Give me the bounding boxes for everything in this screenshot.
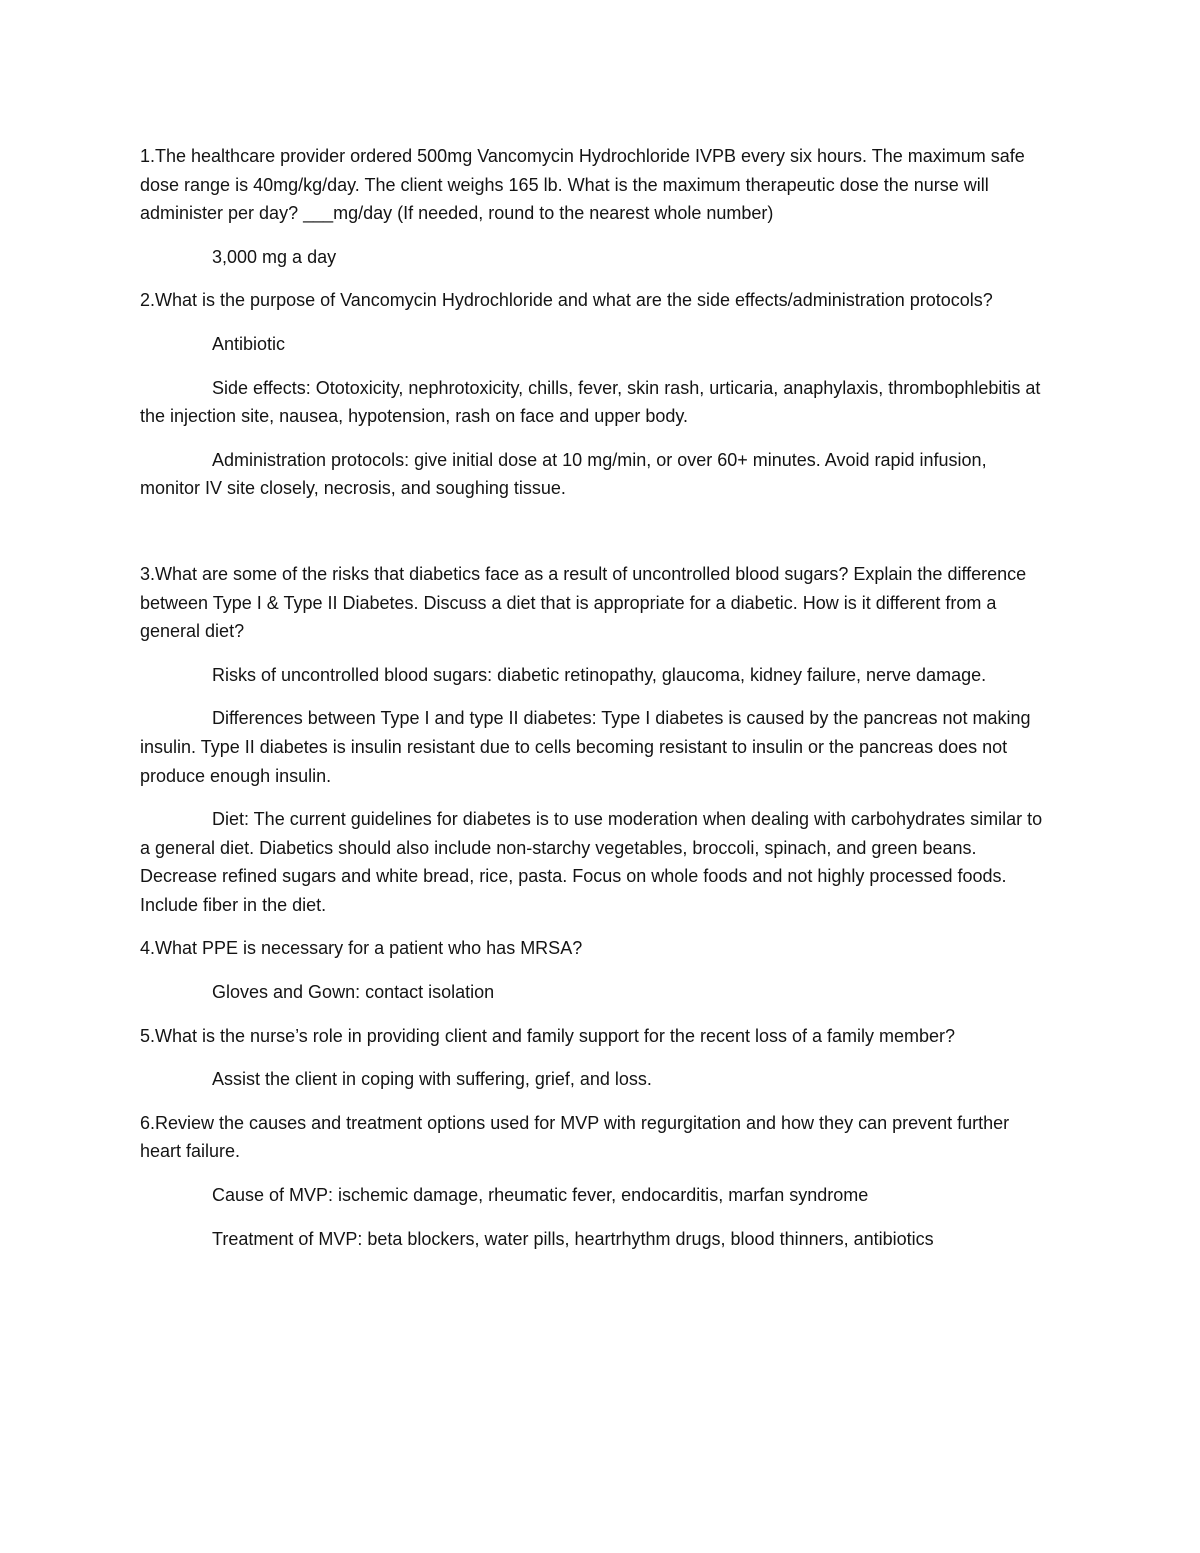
answer-2-side-effects: Side effects: Ototoxicity, nephrotoxicity, chills, fever, skin rash, urticaria, anaphylaxis, thrombophlebitis at the injection site, nausea, hypotension, rash on face and upper body. [140,377,1041,427]
answer-5-support: Assist the client in coping with suffering, grief, and loss. [212,1069,652,1090]
answer-2-purpose: Antibiotic [212,333,286,354]
answer-2-administration: Administration protocols: give initial dose at 10 mg/min, or over 60+ minutes. Avoid rapid infusion, monitor IV site closely, necrosis, and soughing tissue. [140,449,987,499]
answer-6-causes: Cause of MVP: ischemic damage, rheumatic fever, endocarditis, marfan syndrome [212,1185,869,1206]
question-4: 4.What PPE is necessary for a patient who has MRSA? [140,938,583,959]
blank-line [140,518,1045,560]
answer-6-treatment: Treatment of MVP: beta blockers, water pills, heartrhythm drugs, blood thinners, antibiotics [212,1228,934,1249]
answer-1-dose: 3,000 mg a day [212,246,337,267]
question-6: 6.Review the causes and treatment options used for MVP with regurgitation and how they can prevent further heart failure. [140,1112,1010,1162]
question-1: 1.The healthcare provider ordered 500mg Vancomycin Hydrochloride IVPB every six hours. The maximum safe dose range is 40mg/kg/day. The client weighs 165 lb. What is the maximum therapeutic dose the nurse will administer per day? ___mg/day (If needed, round to the nearest whole number) [140,146,1025,224]
answer-3-risks: Risks of uncontrolled blood sugars: diabetic retinopathy, glaucoma, kidney failure, nerve damage. [212,664,987,685]
question-2: 2.What is the purpose of Vancomycin Hydrochloride and what are the side effects/administration protocols? [140,290,993,311]
document-body [140,142,1045,1268]
answer-4-ppe: Gloves and Gown: contact isolation [212,982,495,1003]
question-3: 3.What are some of the risks that diabetics face as a result of uncontrolled blood sugars? Explain the difference between Type I & Type II Diabetes. Discuss a diet that is appropriate for a diabetic. How is it different from a general diet? [140,563,1027,642]
answer-3-differences: Differences between Type I and type II diabetes: Type I diabetes is caused by the pancreas not making insulin. Type II diabetes is insulin resistant due to cells becoming resistant to insulin or the pancreas does not produce enough insulin. [140,708,1031,786]
answer-3-diet: Diet: The current guidelines for diabetes is to use moderation when dealing with carbohydrates similar to a general diet. Diabetics should also include non-starchy vegetables, broccoli, spinach, and green beans. Decrease refined sugars and white bread, rice, pasta. Focus on whole foods and not highly processed foods. Include fiber in the diet. [140,809,1043,915]
question-5: 5.What is the nurse’s role in providing client and family support for the recent loss of a family member? [140,1025,956,1046]
